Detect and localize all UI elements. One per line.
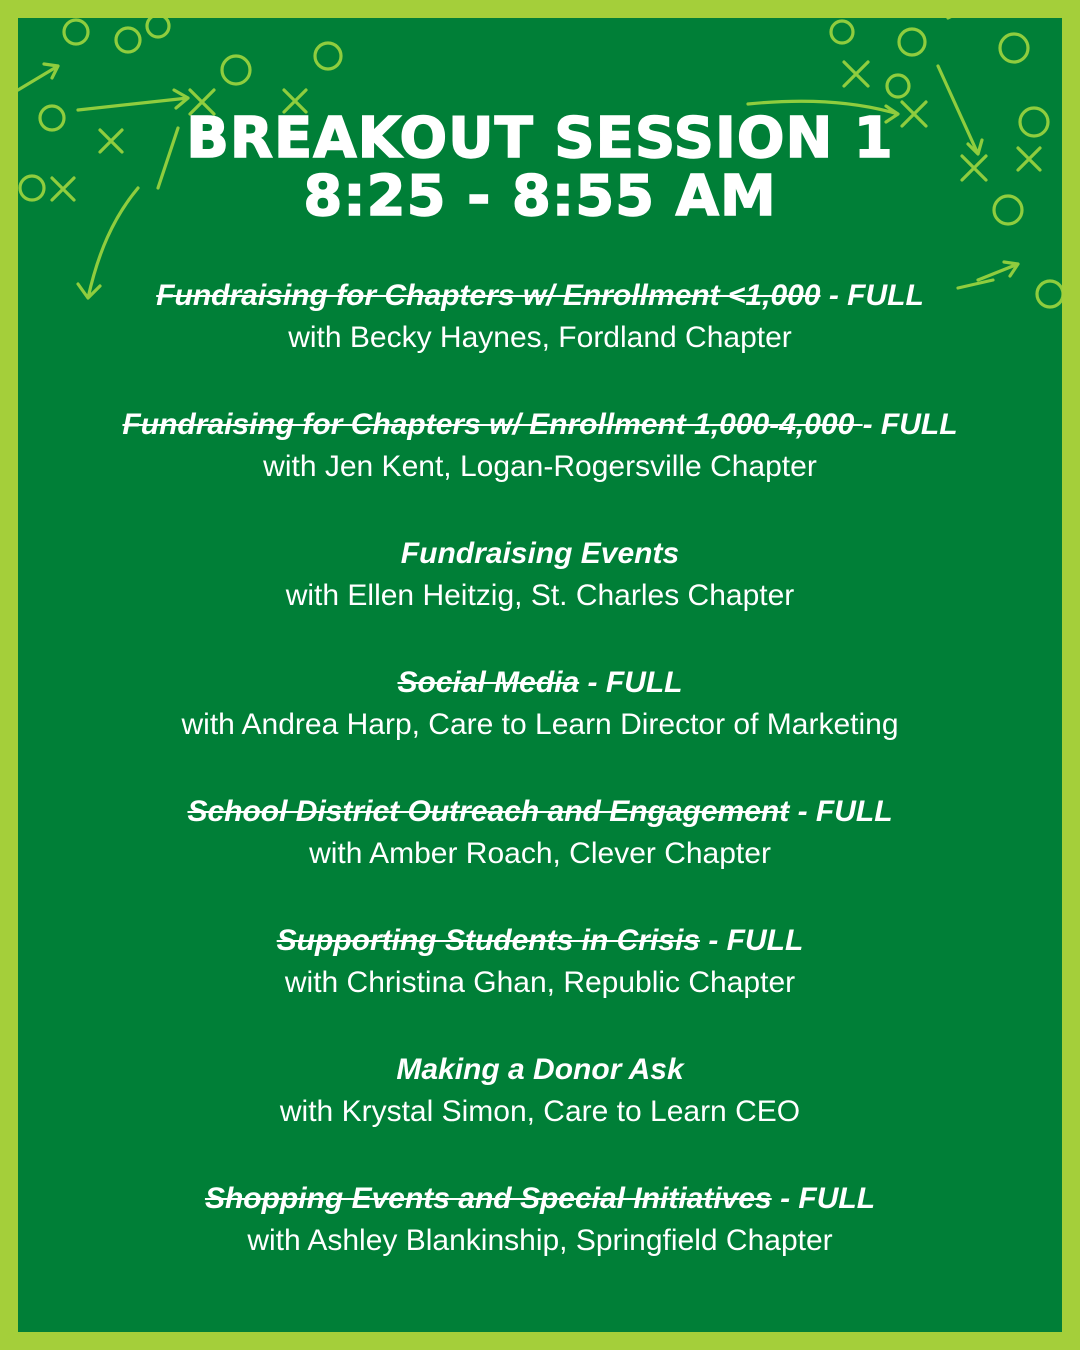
session-item [18, 276, 1062, 405]
title-line-2: 8:25 - 8:55 AM [303, 164, 777, 229]
session-presenter: with Jen Kent, Logan-Rogersville Chapter [263, 450, 817, 483]
session-presenter: with Andrea Harp, Care to Learn Director of Marketing [181, 708, 899, 741]
session-status: - FULL [820, 279, 924, 312]
session-title-row [18, 1179, 1062, 1219]
o-mark-icon [315, 43, 341, 69]
o-mark-icon [1000, 34, 1028, 62]
route-arrow-icon [18, 64, 58, 90]
o-mark-icon [64, 20, 88, 44]
session-title-row [18, 405, 1062, 445]
session-title-row [18, 276, 1062, 316]
session-presenter: with Christina Ghan, Republic Chapter [284, 966, 796, 999]
poster-frame [18, 18, 1062, 1332]
session-item [18, 792, 1062, 921]
session-presenter: with Ellen Heitzig, St. Charles Chapter [285, 579, 795, 612]
page-title [18, 106, 1062, 229]
session-status: - FULL [700, 924, 804, 957]
session-presenter: with Becky Haynes, Fordland Chapter [288, 321, 792, 354]
session-title-row [18, 792, 1062, 832]
session-presenter: with Amber Roach, Clever Chapter [309, 837, 771, 870]
o-mark-icon [887, 75, 909, 97]
session-title-row [18, 921, 1062, 961]
title-line-1: BREAKOUT SESSION 1 [186, 106, 894, 171]
session-title: Supporting Students in Crisis [276, 924, 701, 957]
x-mark-icon [844, 62, 868, 86]
route-arrow-icon [78, 90, 188, 110]
session-status: - FULL [862, 408, 958, 441]
session-item [18, 1050, 1062, 1179]
session-title: Social Media [397, 666, 580, 699]
session-item [18, 405, 1062, 534]
session-title: School District Outreach and Engagement [187, 795, 790, 828]
session-title: Shopping Events and Special Initiatives [204, 1182, 772, 1215]
session-list [18, 276, 1062, 1308]
session-item [18, 534, 1062, 663]
session-title: Fundraising for Chapters w/ Enrollment 1,000-4,000 [122, 408, 863, 441]
o-mark-icon [116, 28, 140, 52]
session-status: - FULL [579, 666, 683, 699]
session-title: Fundraising for Chapters w/ Enrollment <1,000 [156, 279, 821, 312]
o-mark-icon [222, 56, 250, 84]
session-presenter: with Krystal Simon, Care to Learn CEO [279, 1095, 801, 1128]
session-status: - FULL [771, 1182, 876, 1215]
session-title-row [18, 663, 1062, 703]
o-mark-icon [899, 29, 925, 55]
session-title: Fundraising Events [400, 537, 680, 570]
session-title-row [18, 1050, 1062, 1090]
session-item [18, 663, 1062, 792]
o-mark-icon [831, 21, 853, 43]
session-title-row [18, 534, 1062, 574]
session-title: Making a Donor Ask [396, 1053, 684, 1086]
session-item [18, 1179, 1062, 1308]
session-item [18, 921, 1062, 1050]
session-presenter: with Ashley Blankinship, Springfield Chapter [247, 1224, 833, 1257]
o-mark-icon [147, 18, 169, 37]
session-status: - FULL [789, 795, 893, 828]
